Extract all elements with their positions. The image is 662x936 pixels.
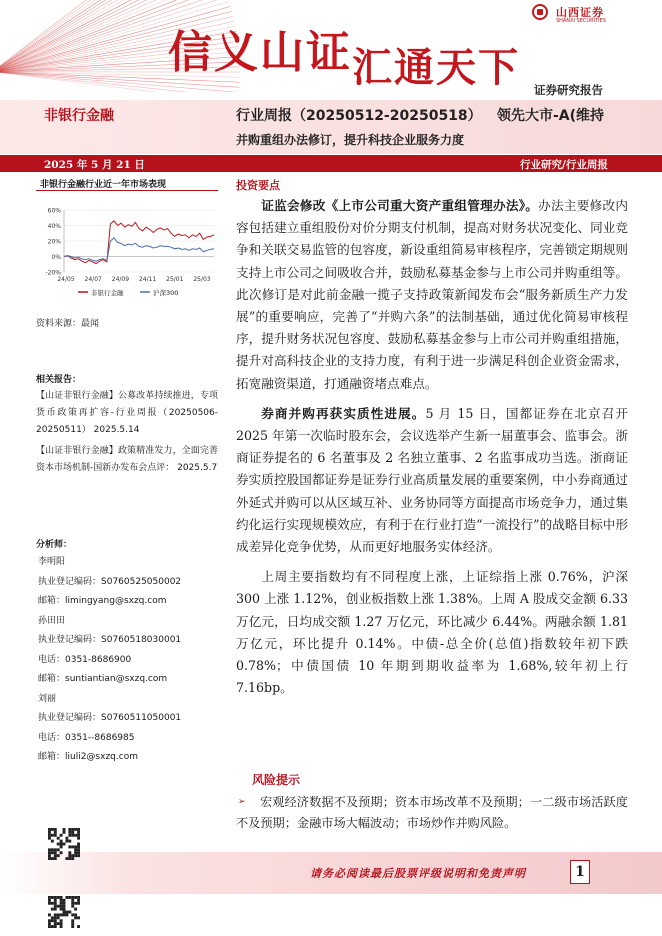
company-logo-icon bbox=[532, 4, 548, 20]
report-subtitle: 并购重组办法修订，提升科技企业服务力度 bbox=[236, 133, 465, 147]
analyst-list bbox=[38, 553, 220, 768]
report-kind: 证券研究报告 bbox=[534, 83, 603, 97]
rating: 领先大市-A(维持 bbox=[497, 108, 605, 124]
analyst-cert: 执业登记编码：S0760525050002 bbox=[38, 576, 182, 587]
related-report-item[interactable]: 【山证非银行金融】政策精准发力，全面完善资本市场机制-国新办发布会点评： 2025.5.7 bbox=[36, 446, 218, 473]
qr-code-icon-1 bbox=[48, 828, 80, 860]
legend-label: 非银行金融 bbox=[91, 289, 124, 297]
analyst-email[interactable]: 邮箱：liuli2@sxzq.com bbox=[38, 752, 138, 762]
related-heading: 相关报告： bbox=[36, 375, 82, 385]
analyst-name: 刘丽 bbox=[38, 693, 57, 704]
legend-label: 沪深300 bbox=[153, 289, 179, 297]
chart-source: 资料来源：最闻 bbox=[36, 319, 100, 329]
analyst-name: 李明阳 bbox=[38, 557, 66, 567]
related-report-item[interactable]: 【山证非银行金融】公募改革持续推进，专项货币政策再扩容-行业周报（20250506-20250511） 2025.5.14 bbox=[36, 391, 218, 435]
market-performance-chart bbox=[36, 202, 220, 308]
analyst-cert: 执业登记编码：S0760511050001 bbox=[38, 713, 182, 723]
x-tick-label: 25/01 bbox=[166, 276, 184, 283]
analyst-name: 孙田田 bbox=[38, 615, 66, 626]
x-tick-label: 24/09 bbox=[111, 276, 130, 283]
y-tick-label: 0% bbox=[51, 254, 61, 261]
report-title: 行业周报（20250512-20250518） bbox=[236, 108, 482, 124]
y-tick-label: -20% bbox=[45, 269, 61, 277]
page-number: 1 bbox=[570, 860, 590, 884]
paragraph-2-text: 5 月 15 日，国都证券在北京召开 2025 年第一次临时股东会，会议选举产生新一届董事会、监事会。浙商证券提名的 6 名董事及 2 名独立董事、2 名监事成功当选。浙商证券实质控股国都证券是证券行业高质量发展的重要案例，中小券商通过外延式并购可以从区域互补、业务协同等方面提高市场竞争力，通过集约化运行实现规模效应，有利于在行业打造“一流投行”的战略目标中形成差异化竞争优势，从而更好地服务实体经济。 bbox=[236, 405, 628, 555]
bullet-arrow-icon: ➢ bbox=[238, 797, 246, 807]
analyst-heading: 分析师： bbox=[36, 540, 73, 550]
paragraph-2-lead: 券商并购再获实质性进展。 bbox=[261, 405, 426, 421]
analyst-email[interactable]: 邮箱：suntiantian@sxzq.com bbox=[38, 674, 168, 684]
series-line-hs300 bbox=[64, 238, 214, 261]
risk-heading: 风险提示 bbox=[252, 773, 301, 787]
paragraph-1-lead: 证监会修改《上市公司重大资产重组管理办法》。 bbox=[261, 198, 539, 213]
main-body bbox=[236, 195, 628, 699]
x-tick-label: 24/05 bbox=[57, 276, 75, 283]
analyst-cert: 执业登记编码：S0760518030001 bbox=[38, 635, 182, 645]
series-line-nonbank bbox=[64, 221, 214, 264]
analyst-email[interactable]: 邮箱：limingyang@sxzq.com bbox=[38, 596, 167, 606]
analyst-phone: 电话：0351--8686985 bbox=[38, 732, 135, 743]
paragraph-1-text: 办法主要修改内容包括建立重组股份对价分期支付机制，提高对财务状况变化、同业竞争和关联交易监管的包容度，新设重组简易审核程序，完善锁定期规则支持上市公司之间吸收合并，鼓励私募基金参与上市公司并购重组等。此次修订是对此前金融一揽子支持政策新闻发布会“服务新质生产力发展”的重要响应，完善了“并购六条”的法制基础，通过优化简易审核程序，提升财务状况包容度、鼓励私募基金参与上市公司并购重组措施，提升对高科技企业的支持力度，有利于进一步满足科创企业资金需求，拓宽融资渠道，打通融资堵点难点。 bbox=[236, 198, 629, 391]
y-tick-label: 20% bbox=[47, 238, 61, 246]
sector-label: 非银行金融 bbox=[44, 108, 114, 124]
slogan-part1: 信义山证 bbox=[168, 27, 352, 78]
y-tick-label: 60% bbox=[47, 207, 61, 215]
qr-code-icon-2 bbox=[48, 896, 80, 928]
report-date: 2025 年 5 月 21 日 bbox=[44, 159, 145, 171]
paragraph-2 bbox=[236, 403, 628, 558]
y-tick-label: 40% bbox=[47, 223, 61, 230]
company-name-en: SHANXI SECURITIES bbox=[556, 18, 606, 24]
chart-title-rule bbox=[36, 190, 218, 191]
disclaimer-notice[interactable]: 请务必阅读最后股票评级说明和免责声明 bbox=[310, 867, 526, 880]
x-tick-label: 24/07 bbox=[84, 276, 102, 283]
company-name-cn: 山西证券 bbox=[556, 6, 604, 19]
x-tick-label: 24/11 bbox=[138, 276, 157, 283]
slogan-part2: 汇通天下 bbox=[352, 44, 520, 91]
report-category: 行业研究/行业周报 bbox=[520, 159, 608, 171]
x-tick-label: 25/03 bbox=[193, 276, 211, 283]
paragraph-1 bbox=[236, 195, 628, 395]
chart-title: 非银行金融行业近一年市场表现 bbox=[40, 180, 167, 190]
key-points-heading: 投资要点 bbox=[236, 179, 280, 192]
risk-text: 宏观经济数据不及预期；资本市场改革不及预期；一二级市场活跃度不及预期；金融市场大幅波动；市场炒作并购风险。 bbox=[236, 795, 628, 830]
paragraph-3: 上周主要指数均有不同程度上涨，上证综指上涨 0.76%，沪深 300 上涨 1.12%，创业板指数上涨 1.38%。上周 A 股成交金额 6.33 万亿元，日均成交额 1.27 万亿元，环比减少 6.44%。两融余额 1.81 万亿元，环比提升 0.14%。中债-总全价(总值)指数较年初下跌 0.78%；中债国债 10 年期到期收益率为 1.68%,较年初上行 7.16bp。 bbox=[236, 569, 628, 696]
analyst-phone: 电话：0351-8686900 bbox=[38, 654, 132, 665]
related-reports bbox=[36, 388, 218, 477]
